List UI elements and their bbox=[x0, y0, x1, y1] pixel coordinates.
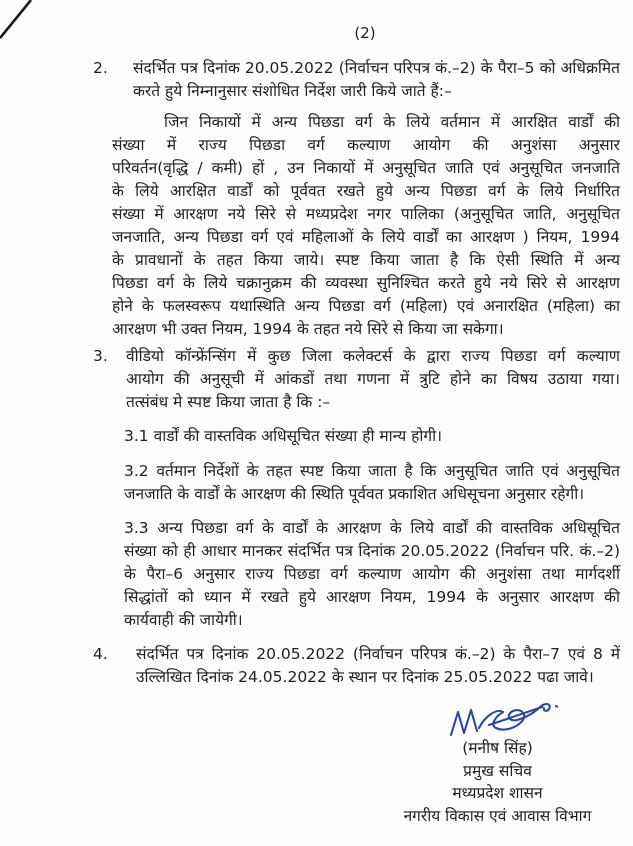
text-line: के प्रावधानों के तहत किया जाये। स्पष्ट किया जाता है कि ऐसी स्थिति में अन्य bbox=[112, 251, 620, 269]
text-line: के लिये आरक्षित वार्डों को पूर्ववत रखते हुये अन्य पिछडा वर्ग के लिये निर्धारित bbox=[112, 182, 620, 200]
text-line: जनजाति के वार्डों के आरक्षण की स्थिति पूर्ववत प्रकाशित अधिसूचना अनुसार रहेगी। bbox=[124, 485, 585, 503]
text-line: आरक्षण भी उक्त नियम, 1994 के तहत नये सिरे से किया जा सकेगा। bbox=[112, 320, 504, 338]
signature-block bbox=[350, 737, 633, 827]
signer-name: (मनीष सिंह) bbox=[462, 739, 533, 757]
corner-fold-line-icon bbox=[0, 0, 42, 46]
sub-item-3-2 bbox=[124, 460, 620, 506]
text-line: जनजाति, अन्य पिछडा वर्ग एवं महिलाओं के लिये वार्डों का आरक्षण ) नियम, 1994 bbox=[112, 228, 620, 246]
numbered-item-2 bbox=[93, 57, 620, 103]
text-line: संदर्भित पत्र दिनांक 20.05.2022 (निर्वाचन परिपत्र कं.–2) के पैरा–7 एवं 8 में bbox=[136, 645, 620, 663]
sub-item-3-3 bbox=[124, 517, 620, 632]
item-3-number: 3. bbox=[93, 347, 108, 365]
text-line: संदर्भित पत्र दिनांक 20.05.2022 (निर्वाचन परिपत्र कं.–2) के पैरा–5 को अधिक्रमित bbox=[133, 59, 620, 77]
text-line: परिवर्तन(वृद्धि / कमी) हों , उन निकायों में अनुसूचित जाति एवं अनुसूचित जनजाति bbox=[112, 159, 620, 177]
text-line: 3.1 वार्डों की वास्तविक अधिसूचित संख्या ही मान्य होगी। bbox=[124, 427, 443, 445]
sub-item-3-1 bbox=[124, 425, 620, 448]
item-3-text bbox=[126, 345, 620, 414]
item-4-text bbox=[136, 643, 620, 689]
signer-title: प्रमुख सचिव bbox=[463, 761, 532, 780]
numbered-item-3 bbox=[93, 345, 620, 414]
text-line: संख्या में आरक्षण नये सिरे से मध्यप्रदेश नगर पालिका (अनुसूचित जाति, अनुसूचित bbox=[112, 205, 620, 223]
text-line: 3.3 अन्य पिछडा वर्ग के वार्डों के आरक्षण के लिये वार्डों की वास्तविक अधिसूचित bbox=[124, 519, 620, 537]
page-number: (2) bbox=[354, 24, 376, 42]
text-line: के पैरा–6 अनुसार राज्य पिछडा वर्ग कल्याण आयोग की अनुशंसा तथा मार्गदर्शी bbox=[124, 565, 620, 583]
text-line: संख्या में राज्य पिछडा वर्ग कल्याण आयोग की अनुशंसा अनुसार bbox=[112, 136, 620, 154]
item-2-text bbox=[133, 57, 620, 103]
item-2-number: 2. bbox=[93, 59, 108, 77]
text-line: सिद्धांतों को ध्यान में रखते हुये आरक्षण नियम, 1994 के अनुसार आरक्षण की bbox=[124, 588, 620, 606]
fold-line-stroke bbox=[0, 0, 31, 38]
numbered-item-4 bbox=[93, 643, 620, 689]
handwritten-signature-icon bbox=[445, 698, 565, 740]
text-line: होने के फलस्वरूप यथास्थिति अन्य पिछडा वर्ग (महिला) एवं अनारक्षित (महिला) का bbox=[112, 297, 620, 315]
signer-org: मध्यप्रदेश शासन bbox=[452, 784, 543, 802]
text-line: पिछडा वर्ग के लिये चक्रानुक्रम की व्यवस्था सुनिश्चित करते हुये नये सिरे से आरक्षण bbox=[112, 274, 620, 292]
text-line: आयोग की अनुसूची में आंकडों तथा गणना में त्रुटि होने का विषय उठाया गया। bbox=[126, 370, 620, 388]
signature-strokes bbox=[451, 704, 557, 735]
item-4-number: 4. bbox=[93, 645, 108, 663]
text-line: तत्संबंध मे स्पष्ट किया जाता है कि :– bbox=[126, 393, 331, 411]
text-line: कार्यवाही की जायेगी। bbox=[124, 611, 243, 629]
text-line: करते हुये निम्नानुसार संशोधित निर्देश जारी किये जाते हैं:– bbox=[133, 82, 452, 100]
text-line: उल्लिखित दिनांक 24.05.2022 के स्थान पर दिनांक 25.05.2022 पढा जावे। bbox=[136, 668, 594, 686]
text-line: वीडियो कॉन्फ्रेंन्सिंग में कुछ जिला कलेक्टर्स के द्वारा राज्य पिछडा वर्ग कल्याण bbox=[126, 347, 620, 365]
text-line: जिन निकायों में अन्य पिछडा वर्ग के लिये वर्तमान में आरक्षित वार्डों की bbox=[164, 113, 620, 131]
text-line: संख्या को ही आधार मानकर संदर्भित पत्र दिनांक 20.05.2022 (निर्वाचन परि. कं.–2) bbox=[124, 542, 620, 560]
text-line: 3.2 वर्तमान निर्देशों के तहत स्पष्ट किया जाता है कि अनुसूचित जाति एवं अनुसूचित bbox=[124, 462, 620, 480]
signer-dept: नगरीय विकास एवं आवास विभाग bbox=[403, 806, 592, 825]
quote-paragraph bbox=[112, 111, 620, 341]
